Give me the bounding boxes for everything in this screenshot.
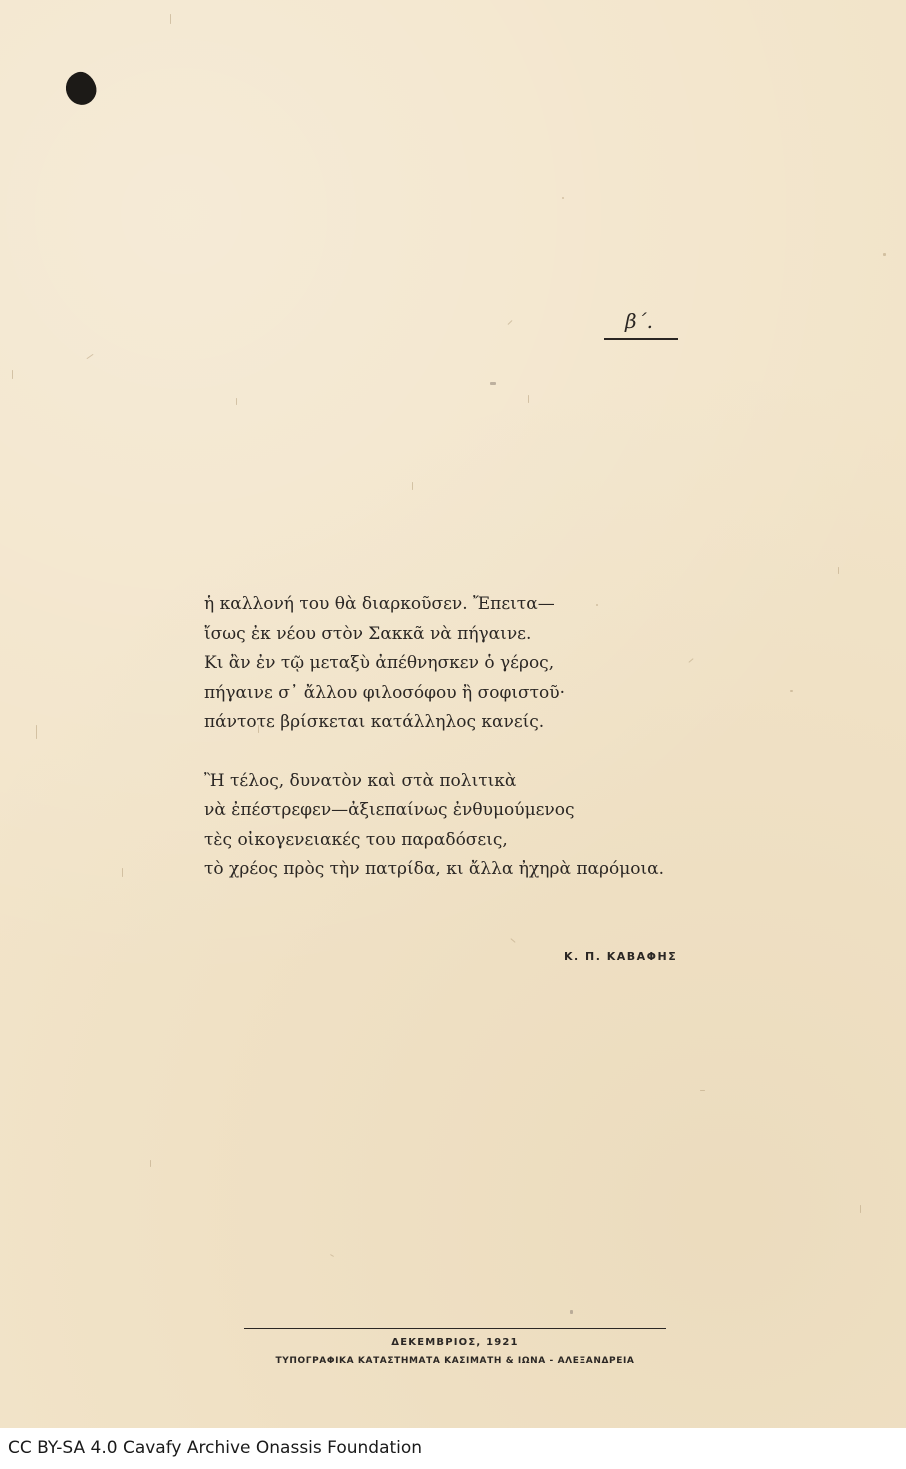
poem-line: πάντοτε βρίσκεται κατάλληλος κανείς. bbox=[204, 712, 545, 732]
credit-bar bbox=[0, 1428, 906, 1469]
poem-line: ἡ καλλονή του θὰ διαρκοῦσεν. Ἔπειτα— bbox=[204, 594, 555, 614]
poem-line: τὲς οἰκογενειακές του παραδόσεις, bbox=[204, 829, 508, 850]
paper-speck bbox=[700, 1090, 705, 1091]
paper-speck bbox=[12, 370, 13, 379]
poem-line: νὰ ἐπέστρεφεν—ἀξιεπαίνως ἐνθυμούμενος bbox=[204, 800, 575, 820]
paper-speck bbox=[860, 1205, 861, 1213]
paper-speck bbox=[330, 1254, 334, 1257]
paper-speck bbox=[150, 1160, 151, 1167]
poem-line: ἴσως ἐκ νέου στὸν Σακκᾶ νὰ πήγαινε. bbox=[204, 623, 532, 644]
paper-speck bbox=[508, 320, 513, 325]
page-marker-label: β΄. bbox=[625, 309, 653, 333]
paper-speck bbox=[412, 482, 413, 490]
colophon-date: ΔΕΚΕΜΒΡΙΟΣ, 1921 bbox=[391, 1337, 519, 1348]
page-marker-underline bbox=[604, 338, 678, 340]
paper-speck bbox=[490, 382, 496, 385]
colophon-divider bbox=[244, 1328, 666, 1329]
paper-speck bbox=[510, 938, 515, 943]
paper-speck bbox=[570, 1310, 573, 1314]
poem-line: πήγαινε σ᾽ ἄλλου φιλοσόφου ἢ σοφιστοῦ· bbox=[204, 682, 565, 703]
paper-speck bbox=[790, 690, 793, 692]
paper-speck bbox=[528, 395, 529, 403]
paper-speck bbox=[36, 725, 37, 739]
poem-stanza bbox=[204, 590, 724, 738]
paper-speck bbox=[236, 398, 237, 405]
poem-line: Ἢ τέλος, δυνατὸν καὶ στὰ πολιτικὰ bbox=[204, 770, 517, 791]
paper-speck bbox=[883, 253, 886, 256]
author-signature: Κ. Π. ΚΑΒΑΦΗΣ bbox=[564, 950, 678, 963]
page-marker bbox=[600, 308, 678, 340]
poem-text bbox=[204, 590, 724, 885]
ink-blot-mark bbox=[62, 68, 101, 109]
credit-text: CC BY-SA 4.0 Cavafy Archive Onassis Foundation bbox=[8, 1438, 423, 1458]
paper-speck bbox=[838, 567, 839, 574]
poem-line: τὸ χρέος πρὸς τὴν πατρίδα, κι ἄλλα ἠχηρὰ παρόμοια. bbox=[204, 859, 665, 879]
paper-speck bbox=[170, 14, 171, 24]
poem-line: Κι ἂν ἐν τῷ μεταξὺ ἀπέθνησκεν ὁ γέρος, bbox=[204, 653, 555, 673]
poem-stanza bbox=[204, 767, 724, 885]
colophon-printer: ΤΥΠΟΓΡΑΦΙΚΑ ΚΑΤΑΣΤΗΜΑΤΑ ΚΑΣΙΜΑΤΗ & ΙΩΝΑ - ΑΛΕΞΑΝΔΡΕΙΑ bbox=[275, 1356, 635, 1366]
paper-speck bbox=[122, 868, 123, 877]
paper-speck bbox=[562, 197, 564, 199]
paper-speck bbox=[86, 354, 93, 359]
